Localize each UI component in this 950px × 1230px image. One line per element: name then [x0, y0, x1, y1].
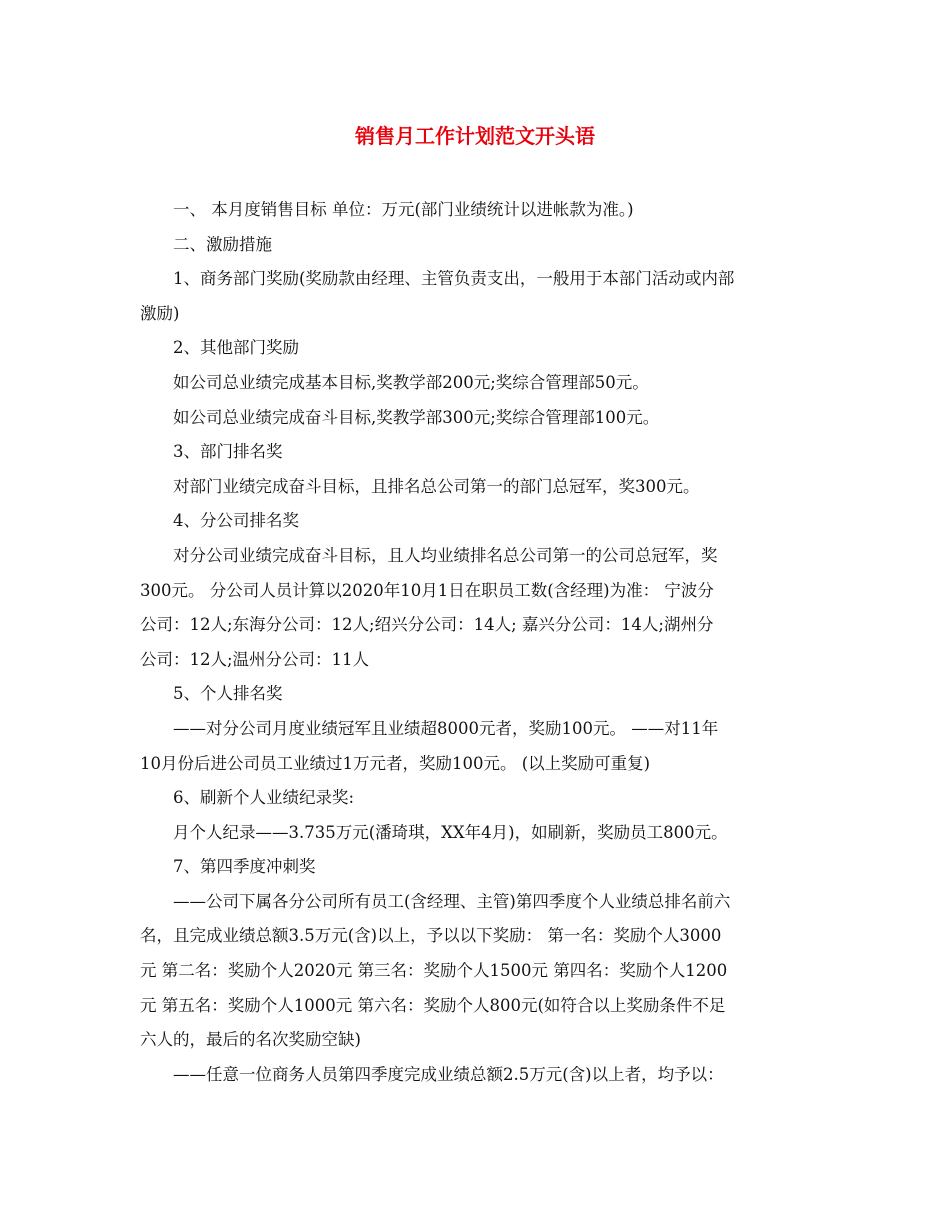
paragraph-line: 300元。 分公司人员计算以2020年10月1日在职员工数(含经理)为准： 宁波分 [140, 580, 714, 600]
paragraph-line: 元 第五名：奖励个人1000元 第六名：奖励个人800元(如符合以上奖励条件不足 [140, 995, 726, 1015]
paragraph-line: 如公司总业绩完成基本目标,奖教学部200元;奖综合管理部50元。 [173, 372, 649, 392]
section-heading: 6、刷新个人业绩纪录奖: [173, 788, 355, 808]
paragraph-line: 月个人纪录——3.735万元(潘琦琪，XX年4月)，如刷新，奖励员工800元。 [173, 822, 728, 842]
paragraph-line: 对分公司业绩完成奋斗目标，且人均业绩排名总公司第一的公司总冠军，奖 [173, 545, 718, 565]
paragraph-line: 对部门业绩完成奋斗目标，且排名总公司第一的部门总冠军，奖300元。 [173, 476, 700, 496]
paragraph-line: 1、商务部门奖励(奖励款由经理、主管负责支出，一般用于本部门活动或内部 [173, 269, 735, 289]
paragraph-line: 一、 本月度销售目标 单位：万元(部门业绩统计以进帐款为准。) [173, 200, 634, 219]
paragraph-line: 名，且完成业绩总额3.5万元(含)以上，予以以下奖励： 第一名：奖励个人3000 [140, 926, 722, 946]
section-heading: 7、第四季度冲刺奖 [173, 857, 316, 877]
paragraph-line: 激励) [140, 303, 180, 323]
paragraph-line: ——对分公司月度业绩冠军且业绩超8000元者，奖励100元。 ——对11年 [173, 718, 719, 738]
section-heading: 3、部门排名奖 [173, 442, 283, 462]
section-heading: 4、分公司排名奖 [173, 511, 299, 531]
paragraph-line: 公司：12人;温州分公司：11人 [140, 649, 370, 669]
section-heading: 2、其他部门奖励 [173, 338, 299, 358]
paragraph-line: 元 第二名：奖励个人2020元 第三名：奖励个人1500元 第四名：奖励个人1200 [140, 961, 728, 981]
paragraph-line: 公司：12人;东海分公司：12人;绍兴分公司：14人; 嘉兴分公司：14人;湖州分 [140, 615, 714, 635]
paragraph-line: 六人的，最后的名次奖励空缺) [140, 1030, 361, 1050]
paragraph-line: ——任意一位商务人员第四季度完成业绩总额2.5万元(含)以上者，均予以： [173, 1064, 724, 1084]
section-heading: 二、激励措施 [173, 234, 272, 254]
section-heading: 5、个人排名奖 [173, 684, 283, 704]
paragraph-line: ——公司下属各分公司所有员工(含经理、主管)第四季度个人业绩总排名前六 [173, 891, 731, 911]
document-title: 销售月工作计划范文开头语 [355, 124, 595, 148]
document-body [140, 193, 812, 1092]
paragraph-line: 10月份后进公司员工业绩过1万元者，奖励100元。 (以上奖励可重复) [140, 753, 651, 773]
paragraph-line: 如公司总业绩完成奋斗目标,奖教学部300元;奖综合管理部100元。 [173, 407, 660, 427]
